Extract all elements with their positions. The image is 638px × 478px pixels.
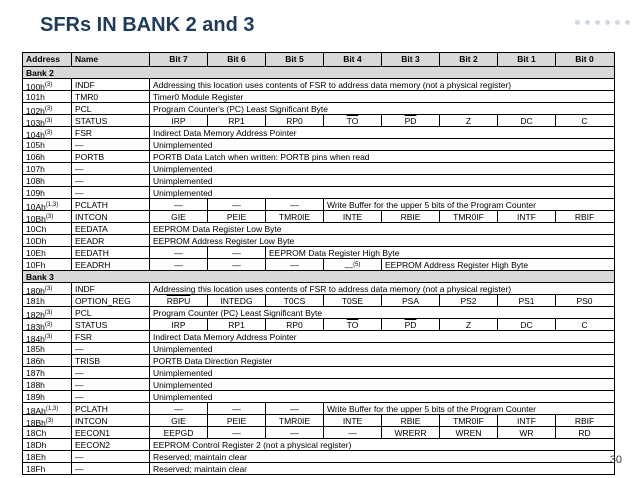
bit-cell: WR — [497, 427, 555, 438]
register-name-cell: FSR — [71, 127, 149, 138]
bit-cell: — — [323, 427, 381, 438]
bit-cell: TMR0IE — [265, 211, 323, 222]
bit-cell: RP1 — [207, 319, 265, 330]
footnote-mark: (5) — [353, 262, 361, 268]
bit-cell: $\overline{TO}$ — [323, 115, 381, 126]
bit-cell: T0SE — [323, 295, 381, 306]
bit-cell: — — [207, 427, 265, 438]
bit-cell: — — [149, 259, 207, 270]
address-cell: 10Dh — [26, 236, 47, 246]
table-row — [23, 414, 614, 426]
address-cell: 181h — [26, 296, 45, 306]
table-row — [23, 462, 614, 474]
header-cell: Bit 1 — [497, 53, 555, 66]
register-name-cell: STATUS — [71, 115, 149, 126]
description-cell: Unimplemented — [149, 379, 613, 390]
table-header — [23, 53, 614, 66]
address-cell: 18Fh — [26, 464, 46, 474]
bank-label-row — [23, 66, 614, 78]
bit-cell: — — [149, 403, 207, 414]
bit-cell: RBIF — [555, 415, 613, 426]
bit-cell: Z — [439, 319, 497, 330]
bit-cell: —$^{(5)}$ — [323, 259, 381, 270]
description-cell: Timer0 Module Register — [149, 91, 613, 102]
bit-cell: — — [149, 199, 207, 210]
register-name-cell: INTCON — [71, 415, 149, 426]
bit-cell: PS2 — [439, 295, 497, 306]
address-cell: $102h^{(3)}$ — [26, 105, 53, 114]
table-row — [23, 222, 614, 234]
bit-cell: WRERR — [381, 427, 439, 438]
address-cell: 108h — [26, 176, 45, 186]
bit-cell: $\overline{PD}$ — [381, 319, 439, 330]
description-cell: Reserved; maintain clear — [149, 451, 613, 462]
table-row — [23, 318, 614, 330]
header-cell: Name — [71, 53, 149, 66]
header-cell: Bit 2 — [439, 53, 497, 66]
bit-cell: — — [207, 247, 265, 258]
table-row — [23, 114, 614, 126]
bit-cell: RBIE — [381, 211, 439, 222]
bit-cell: C — [555, 319, 613, 330]
address-cell: 107h — [26, 164, 45, 174]
bit-cell: — — [207, 199, 265, 210]
footnote-mark: (3) — [45, 418, 54, 424]
bit-cell: RP0 — [265, 319, 323, 330]
register-name-cell: — — [71, 343, 149, 354]
bit-cell: GIE — [149, 211, 207, 222]
footnote-mark: (3) — [44, 82, 53, 88]
table-row — [23, 150, 614, 162]
slide-title: SFRs IN BANK 2 and 3 — [40, 14, 255, 36]
address-cell: 106h — [26, 152, 45, 162]
table-row — [23, 174, 614, 186]
table-row — [23, 306, 614, 318]
bit-cell: PEIE — [207, 415, 265, 426]
register-name-cell: EEADRH — [71, 259, 149, 270]
address-cell: 186h — [26, 356, 45, 366]
bit-cell: TMR0IF — [439, 415, 497, 426]
address-cell: 10Fh — [26, 260, 46, 270]
description-cell: EEPROM Data Register High Byte — [265, 247, 613, 258]
description-cell: Addressing this location uses contents of FSR to address data memory (not a physical register) — [149, 283, 613, 294]
bit-cell: GIE — [149, 415, 207, 426]
table-row — [23, 90, 614, 102]
register-name-cell: — — [71, 391, 149, 402]
table-row — [23, 330, 614, 342]
register-name-cell: EEADR — [71, 235, 149, 246]
footnote-mark: (3) — [44, 310, 53, 316]
bit-cell: DC — [497, 115, 555, 126]
address-cell: 10Eh — [26, 248, 46, 258]
footnote-mark: (3) — [44, 286, 53, 292]
bit-cell: — — [265, 199, 323, 210]
bit-cell: RP1 — [207, 115, 265, 126]
footnote-mark: (3) — [44, 130, 53, 136]
address-cell: $182h^{(3)}$ — [26, 309, 53, 318]
bit-cell: INTE — [323, 415, 381, 426]
address-cell: 10Ch — [26, 224, 47, 234]
bit-cell: INTE — [323, 211, 381, 222]
bank-label-row — [23, 270, 614, 282]
register-name-cell: EEDATA — [71, 223, 149, 234]
address-cell: 10Ah$^{(1,3)}$ — [26, 201, 59, 210]
decorative-dots — [575, 20, 630, 25]
footnote-mark: (1,3) — [45, 406, 59, 412]
bit-cell: $\overline{TO}$ — [323, 319, 381, 330]
register-name-cell: INDF — [71, 79, 149, 90]
description-cell: PORTB Data Direction Register — [149, 355, 613, 366]
address-cell: 105h — [26, 140, 45, 150]
description-cell: EEPROM Address Register Low Byte — [149, 235, 613, 246]
description-cell: PORTB Data Latch when written: PORTB pins when read — [149, 151, 613, 162]
address-cell: $180h^{(3)}$ — [26, 285, 53, 294]
bit-cell: DC — [497, 319, 555, 330]
table-row — [23, 450, 614, 462]
footnote-mark: (3) — [44, 322, 53, 328]
register-name-cell: — — [71, 379, 149, 390]
address-cell: 189h — [26, 392, 45, 402]
table-row — [23, 378, 614, 390]
table-row — [23, 78, 614, 90]
description-cell: Unimplemented — [149, 175, 613, 186]
description-cell: Indirect Data Memory Address Pointer — [149, 331, 613, 342]
page-number: 30 — [609, 454, 622, 466]
bit-cell: PS1 — [497, 295, 555, 306]
address-cell: 18Ah$^{(1,3)}$ — [26, 405, 59, 414]
table-row — [23, 282, 614, 294]
header-cell: Address — [26, 54, 61, 64]
address-cell: $184h^{(3)}$ — [26, 333, 53, 342]
register-name-cell: — — [71, 175, 149, 186]
header-cell: Bit 3 — [381, 53, 439, 66]
register-name-cell: — — [71, 139, 149, 150]
bit-cell: — — [265, 403, 323, 414]
address-cell: 18Ch — [26, 428, 47, 438]
address-cell: 109h — [26, 188, 45, 198]
header-cell: Bit 0 — [555, 53, 613, 66]
register-name-cell: EEDATH — [71, 247, 149, 258]
register-name-cell: TRISB — [71, 355, 149, 366]
table-row — [23, 438, 614, 450]
description-cell: Write Buffer for the upper 5 bits of the Program Counter — [323, 403, 613, 414]
description-cell: Unimplemented — [149, 343, 613, 354]
bit-cell: RBIE — [381, 415, 439, 426]
header-cell: Bit 6 — [207, 53, 265, 66]
address-cell: 187h — [26, 368, 45, 378]
address-cell: $183h^{(3)}$ — [26, 321, 53, 330]
table-row — [23, 102, 614, 114]
description-cell: Indirect Data Memory Address Pointer — [149, 127, 613, 138]
register-name-cell: — — [71, 367, 149, 378]
address-cell: 18Eh — [26, 452, 46, 462]
register-name-cell: — — [71, 463, 149, 474]
bit-cell: — — [265, 259, 323, 270]
description-cell: Addressing this location uses contents of FSR to address data memory (not a physical register) — [149, 79, 613, 90]
bit-cell: RBIF — [555, 211, 613, 222]
bit-cell: RP0 — [265, 115, 323, 126]
register-name-cell: OPTION_REG — [71, 295, 149, 306]
footnote-mark: (3) — [44, 118, 53, 124]
description-cell: Reserved; maintain clear — [149, 463, 613, 474]
register-name-cell: PCLATH — [71, 403, 149, 414]
table-row — [23, 258, 614, 270]
register-name-cell: STATUS — [71, 319, 149, 330]
register-name-cell: TMR0 — [71, 91, 149, 102]
bit-cell: $\overline{PD}$ — [381, 115, 439, 126]
bit-cell: INTF — [497, 211, 555, 222]
header-cell: Bit 7 — [149, 53, 207, 66]
description-cell: Write Buffer for the upper 5 bits of the Program Counter — [323, 199, 613, 210]
footnote-mark: (3) — [45, 214, 54, 220]
header-cell: Bit 4 — [323, 53, 381, 66]
register-name-cell: FSR — [71, 331, 149, 342]
register-name-cell: PCLATH — [71, 199, 149, 210]
bit-cell: TMR0IE — [265, 415, 323, 426]
description-cell: Unimplemented — [149, 139, 613, 150]
table-row — [23, 198, 614, 210]
header-cell: Bit 5 — [265, 53, 323, 66]
address-cell: 10Bh$^{(3)}$ — [26, 213, 54, 222]
address-cell: 101h — [26, 92, 45, 102]
description-cell: Unimplemented — [149, 187, 613, 198]
table-row — [23, 126, 614, 138]
table-row — [23, 390, 614, 402]
bit-cell: EEPGD — [149, 427, 207, 438]
footnote-mark: (3) — [44, 106, 53, 112]
address-cell: 188h — [26, 380, 45, 390]
table-row — [23, 246, 614, 258]
footnote-mark: (1,3) — [45, 202, 59, 208]
table-row — [23, 354, 614, 366]
sfr-table — [22, 52, 615, 475]
bit-cell: — — [265, 427, 323, 438]
bit-cell: — — [149, 247, 207, 258]
bank-label: Bank 2 — [26, 68, 54, 78]
description-cell: EEPROM Address Register High Byte — [381, 259, 613, 270]
register-name-cell: PCL — [71, 103, 149, 114]
register-name-cell: — — [71, 187, 149, 198]
bit-cell: T0CS — [265, 295, 323, 306]
description-cell: EEPROM Data Register Low Byte — [149, 223, 613, 234]
register-name-cell: PCL — [71, 307, 149, 318]
description-cell: Program Counter's (PC) Least Significant Byte — [149, 103, 613, 114]
register-name-cell: — — [71, 163, 149, 174]
description-cell: Unimplemented — [149, 163, 613, 174]
bit-cell: — — [207, 403, 265, 414]
address-cell: 18Bh$^{(3)}$ — [26, 417, 54, 426]
register-name-cell: PORTB — [71, 151, 149, 162]
address-cell: $104h^{(3)}$ — [26, 129, 53, 138]
address-cell: $103h^{(3)}$ — [26, 117, 53, 126]
footnote-mark: (3) — [44, 334, 53, 340]
bit-cell: RBPU — [149, 295, 207, 306]
table-row — [23, 234, 614, 246]
bit-cell: IRP — [149, 319, 207, 330]
table-row — [23, 366, 614, 378]
description-cell: Unimplemented — [149, 391, 613, 402]
address-cell: 18Dh — [26, 440, 47, 450]
register-name-cell: EECON1 — [71, 427, 149, 438]
table-row — [23, 402, 614, 414]
bit-cell: RD — [555, 427, 613, 438]
bit-cell: INTEDG — [207, 295, 265, 306]
description-cell: Unimplemented — [149, 367, 613, 378]
register-name-cell: EECON2 — [71, 439, 149, 450]
table-row — [23, 426, 614, 438]
bit-cell: WREN — [439, 427, 497, 438]
table-row — [23, 162, 614, 174]
bit-cell: TMR0IF — [439, 211, 497, 222]
address-cell: 185h — [26, 344, 45, 354]
description-cell: Program Counter (PC) Least Significant Byte — [149, 307, 613, 318]
register-name-cell: INTCON — [71, 211, 149, 222]
bank-label: Bank 3 — [26, 272, 54, 282]
bit-cell: PS0 — [555, 295, 613, 306]
table-row — [23, 210, 614, 222]
description-cell: EEPROM Control Register 2 (not a physical register) — [149, 439, 613, 450]
table-row — [23, 138, 614, 150]
table-row — [23, 186, 614, 198]
table-row — [23, 294, 614, 306]
bit-cell: PSA — [381, 295, 439, 306]
address-cell: $100h^{(3)}$ — [26, 81, 53, 90]
table-row — [23, 342, 614, 354]
bit-cell: PEIE — [207, 211, 265, 222]
bit-cell: — — [207, 259, 265, 270]
bit-cell: Z — [439, 115, 497, 126]
register-name-cell: INDF — [71, 283, 149, 294]
register-name-cell: — — [71, 451, 149, 462]
bit-cell: INTF — [497, 415, 555, 426]
bit-cell: C — [555, 115, 613, 126]
bit-cell: IRP — [149, 115, 207, 126]
